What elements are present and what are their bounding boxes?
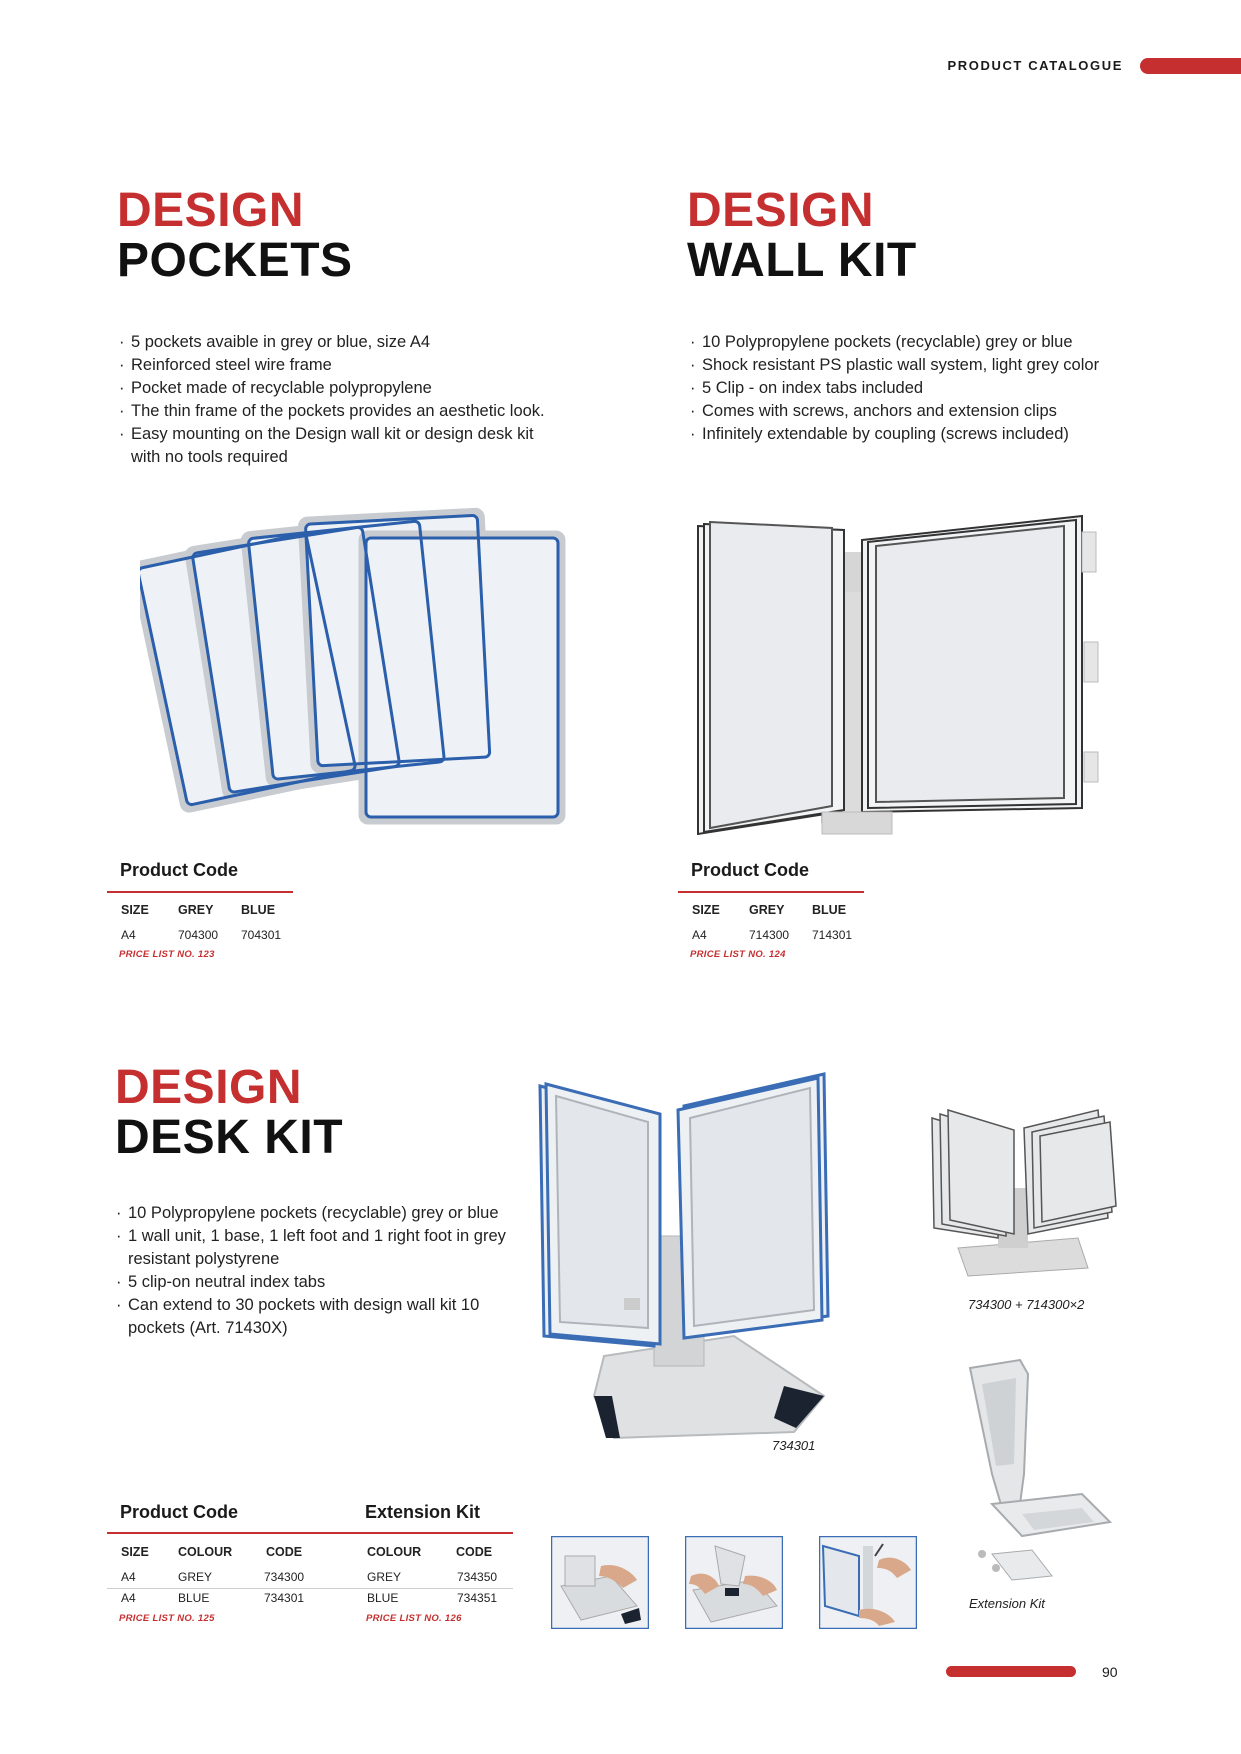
deskkit-main-product-image [534,1066,854,1446]
deskkit-feature: · 5 clip-on neutral index tabs [116,1271,516,1294]
deskkit-title [115,1063,343,1163]
deskkit-main-caption: 734301 [772,1438,816,1453]
catalogue-header-label: PRODUCT CATALOGUE [947,58,1123,73]
table-cell: 734300 [264,1570,305,1584]
table-cell: 704300 [178,928,219,942]
pockets-product-code-divider [107,891,293,893]
page-number: 90 [1102,1664,1118,1680]
deskkit-price-list: PRICE LIST NO. 125 [119,1613,215,1624]
table-header: COLOUR [178,1545,233,1559]
footer-accent-bar [946,1666,1076,1677]
pockets-title [117,186,353,286]
deskkit-title-red: DESIGN [115,1061,303,1114]
pockets-title-red: DESIGN [117,184,305,237]
table-cell: A4 [121,1570,136,1584]
table-cell: BLUE [178,1591,210,1605]
mounting-step-1-image [551,1536,649,1629]
deskkit-combined-product-image [928,1108,1118,1280]
wallkit-title [687,186,917,286]
table-header: SIZE [121,1545,149,1559]
wallkit-product-image [692,512,1102,842]
mounting-step-2-image [685,1536,783,1629]
deskkit-feature: · 10 Polypropylene pockets (recyclable) grey or blue [116,1202,516,1225]
deskkit-feature: · 1 wall unit, 1 base, 1 left foot and 1 right foot in grey resistant polystyrene [116,1225,518,1271]
table-header: BLUE [812,903,847,917]
table-cell: A4 [121,928,136,942]
table-header: SIZE [121,903,149,917]
pockets-product-image [140,486,580,836]
deskkit-feature: · Can extend to 30 pockets with design wall kit 10 pockets (Art. 71430X) [116,1294,508,1340]
pockets-feature-list [119,331,589,469]
pockets-feature: · 5 pockets avaible in grey or blue, size A4 [119,331,589,354]
pockets-feature: · Reinforced steel wire frame [119,354,589,377]
wallkit-feature-list [690,331,1160,446]
table-header: CODE [456,1545,493,1559]
wallkit-title-red: DESIGN [687,184,875,237]
deskkit-product-code-title: Product Code [120,1502,239,1522]
extension-kit-caption: Extension Kit [969,1596,1045,1611]
table-cell: BLUE [367,1591,399,1605]
table-header: GREY [178,903,214,917]
table-header: SIZE [692,903,720,917]
wallkit-feature: · Infinitely extendable by coupling (screws included) [690,423,1160,446]
deskkit-product-code-table [121,1545,521,1615]
deskkit-feature-list [116,1202,516,1340]
wallkit-feature: · Shock resistant PS plastic wall system, light grey color [690,354,1160,377]
table-header: CODE [266,1545,303,1559]
deskkit-title-black: DESK KIT [115,1111,344,1164]
table-row-divider [107,1588,513,1589]
wallkit-price-list: PRICE LIST NO. 124 [690,949,786,960]
wallkit-feature: · 5 Clip - on index tabs included [690,377,1160,400]
mounting-step-3-image [819,1536,917,1629]
wallkit-feature: · 10 Polypropylene pockets (recyclable) grey or blue [690,331,1160,354]
table-cell: 714300 [749,928,790,942]
pockets-feature: · The thin frame of the pockets provides an aesthetic look. [119,400,589,423]
table-cell: 704301 [241,928,282,942]
table-cell: 714301 [812,928,853,942]
extension-kit-title: Extension Kit [365,1502,481,1522]
wallkit-feature: · Comes with screws, anchors and extension clips [690,400,1160,423]
wallkit-product-code-divider [678,891,864,893]
table-cell: A4 [121,1591,136,1605]
table-header: COLOUR [367,1545,422,1559]
pockets-title-black: POCKETS [117,234,353,287]
extension-kit-product-image [962,1354,1112,1584]
table-cell: GREY [367,1570,402,1584]
wallkit-product-code-title: Product Code [691,860,810,880]
deskkit-product-code-divider [107,1532,513,1534]
deskkit-combined-caption: 734300 + 714300×2 [968,1297,1085,1312]
table-cell: A4 [692,928,707,942]
pockets-feature: · Easy mounting on the Design wall kit or design desk kit with no tools required [119,423,551,469]
pockets-product-code-title: Product Code [120,860,239,880]
extension-kit-price-list: PRICE LIST NO. 126 [366,1613,462,1624]
table-cell: 734301 [264,1591,305,1605]
table-header: GREY [749,903,785,917]
header-accent-bar [1140,58,1241,74]
table-cell: 734351 [457,1591,498,1605]
pockets-price-list: PRICE LIST NO. 123 [119,949,215,960]
table-cell: GREY [178,1570,213,1584]
pockets-feature: · Pocket made of recyclable polypropylene [119,377,589,400]
table-header: BLUE [241,903,276,917]
wallkit-title-black: WALL KIT [687,234,917,287]
table-cell: 734350 [457,1570,498,1584]
